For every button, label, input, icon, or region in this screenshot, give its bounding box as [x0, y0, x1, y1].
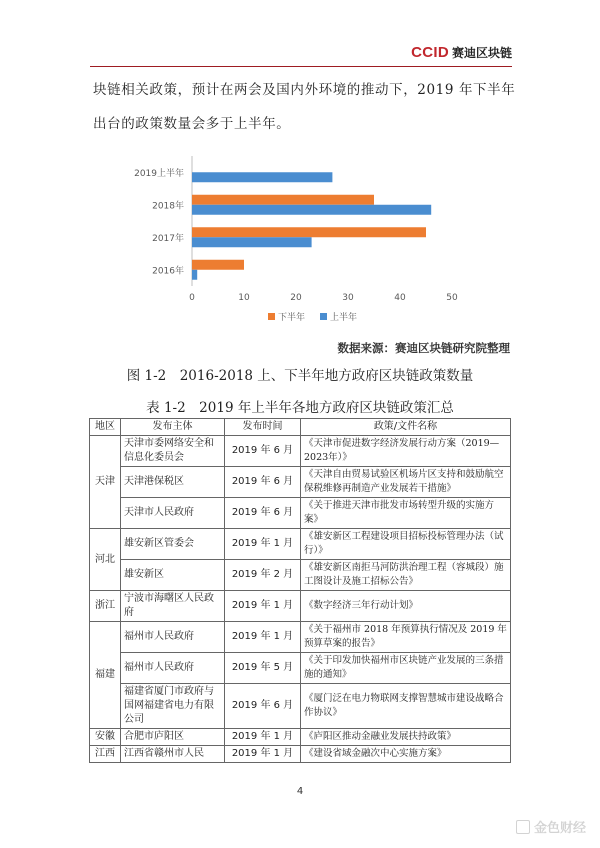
body-paragraph-line-2: 出台的政策数量会多于上半年。	[93, 116, 291, 132]
time-cell: 2019 年 5 月	[225, 653, 301, 684]
table-row	[90, 653, 511, 684]
table-caption: 表 1-2 2019 年上半年各地方政府区块链政策汇总	[146, 400, 454, 416]
x-tick-label: 40	[394, 293, 406, 303]
time-cell: 2019 年 1 月	[225, 529, 301, 560]
issuer-cell: 雄安新区管委会	[121, 529, 225, 560]
time-cell: 2019 年 1 月	[225, 622, 301, 653]
bar-h2-2	[192, 195, 374, 205]
header-document: 政策/文件名称	[301, 419, 511, 436]
document-cell: 《庐阳区推动金融业发展扶持政策》	[301, 729, 511, 746]
figure-caption: 图 1-2 2016-2018 上、下半年地方政府区块链政策数量	[126, 368, 474, 384]
region-cell: 浙江	[90, 591, 121, 622]
header-time: 发布时间	[225, 419, 301, 436]
legend-swatch	[320, 313, 327, 320]
table-header-row	[90, 419, 511, 436]
category-label: 2018年	[152, 201, 184, 212]
policy-table	[89, 418, 511, 763]
page-number: 4	[296, 786, 304, 797]
x-tick-label: 0	[189, 293, 195, 303]
time-cell: 2019 年 6 月	[225, 436, 301, 467]
issuer-cell: 天津港保税区	[121, 467, 225, 498]
x-tick-label: 30	[342, 293, 354, 303]
body-paragraph-line-1: 块链相关政策，预计在两会及国内外环境的推动下，2019 年下半年	[93, 82, 516, 98]
document-cell: 《数字经济三年行动计划》	[301, 591, 511, 622]
watermark-icon	[516, 820, 530, 834]
x-tick-label: 10	[238, 293, 250, 303]
legend-swatch	[268, 313, 275, 320]
document-cell: 《关于福州市 2018 年预算执行情况及 2019 年预算草案的报告》	[301, 622, 511, 653]
issuer-cell: 雄安新区	[121, 560, 225, 591]
brand-name: 赛迪区块链	[451, 46, 512, 60]
policy-count-bar-chart	[120, 148, 480, 338]
bar-h2-0	[192, 260, 244, 270]
table-row	[90, 746, 511, 763]
bar-h1-3	[192, 172, 332, 182]
issuer-cell: 福州市人民政府	[121, 653, 225, 684]
category-label: 2017年	[152, 233, 184, 244]
document-cell: 《雄安新区南拒马河防洪治理工程（容城段）施工图设计及施工招标公告》	[301, 560, 511, 591]
policy-table-body	[90, 436, 511, 763]
time-cell: 2019 年 2 月	[225, 560, 301, 591]
brand-mark: CCID	[411, 44, 449, 61]
document-cell: 《厦门泛在电力物联网支撑智慧城市建设战略合作协议》	[301, 684, 511, 729]
table-row	[90, 436, 511, 467]
issuer-cell: 江西省赣州市人民	[121, 746, 225, 763]
issuer-cell: 天津市人民政府	[121, 498, 225, 529]
document-cell: 《天津市促进数字经济发展行动方案（2019—2023年）》	[301, 436, 511, 467]
bar-h2-1	[192, 227, 426, 237]
legend-label: 上半年	[330, 313, 358, 323]
time-cell: 2019 年 1 月	[225, 591, 301, 622]
brand-logo	[411, 44, 512, 61]
table-row	[90, 591, 511, 622]
x-tick-label: 50	[446, 293, 458, 303]
region-cell: 江西	[90, 746, 121, 763]
time-cell: 2019 年 6 月	[225, 467, 301, 498]
table-row	[90, 684, 511, 729]
region-cell: 福建	[90, 622, 121, 729]
chart-source-note: 数据来源：赛迪区块链研究院整理	[337, 341, 510, 355]
bar-h1-1	[192, 237, 312, 247]
region-cell: 河北	[90, 529, 121, 591]
table-row	[90, 467, 511, 498]
category-label: 2019上半年	[134, 168, 184, 179]
time-cell: 2019 年 6 月	[225, 684, 301, 729]
issuer-cell: 福建省厦门市政府与国网福建省电力有限公司	[121, 684, 225, 729]
document-cell: 《天津自由贸易试验区机场片区支持和鼓励航空保税维修再制造产业发展若干措施》	[301, 467, 511, 498]
issuer-cell: 福州市人民政府	[121, 622, 225, 653]
region-cell: 天津	[90, 436, 121, 529]
time-cell: 2019 年 6 月	[225, 498, 301, 529]
issuer-cell: 宁波市海曙区人民政府	[121, 591, 225, 622]
table-row	[90, 729, 511, 746]
table-row	[90, 560, 511, 591]
document-cell: 《建设省域金融次中心实施方案》	[301, 746, 511, 763]
table-row	[90, 622, 511, 653]
watermark-logo	[516, 817, 586, 836]
header-issuer: 发布主体	[121, 419, 225, 436]
issuer-cell: 合肥市庐阳区	[121, 729, 225, 746]
header-rule	[90, 66, 512, 67]
document-cell: 《雄安新区工程建设项目招标投标管理办法（试行）》	[301, 529, 511, 560]
region-cell: 安徽	[90, 729, 121, 746]
bar-h1-2	[192, 205, 431, 215]
category-label: 2016年	[152, 266, 184, 277]
table-row	[90, 529, 511, 560]
time-cell: 2019 年 1 月	[225, 746, 301, 763]
document-cell: 《关于印发加快福州市区块链产业发展的三条措施的通知》	[301, 653, 511, 684]
issuer-cell: 天津市委网络安全和信息化委员会	[121, 436, 225, 467]
document-cell: 《关于推进天津市批发市场转型升级的实施方案》	[301, 498, 511, 529]
watermark-text: 金色财经	[533, 821, 586, 836]
legend-label: 下半年	[278, 313, 306, 323]
time-cell: 2019 年 1 月	[225, 729, 301, 746]
x-tick-label: 20	[290, 293, 302, 303]
header-region: 地区	[90, 419, 121, 436]
bar-h1-0	[192, 270, 197, 280]
table-row	[90, 498, 511, 529]
